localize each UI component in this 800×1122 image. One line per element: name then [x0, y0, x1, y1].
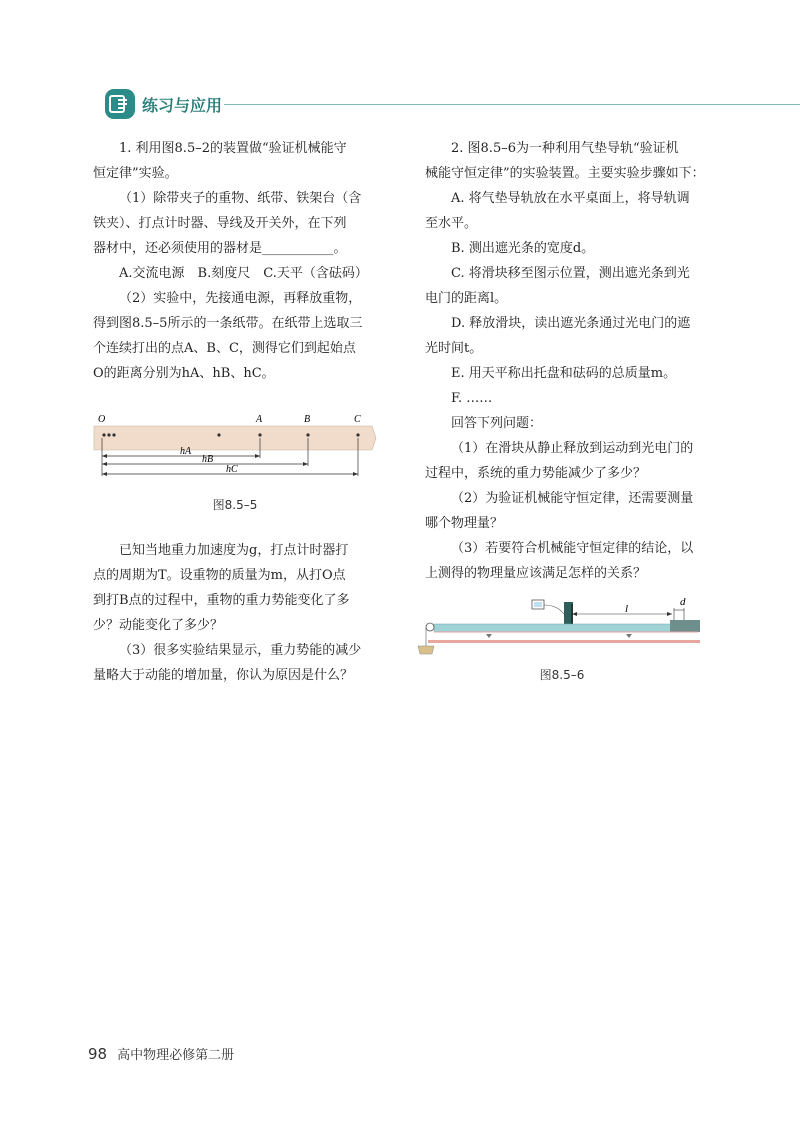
step-f: F. ……	[451, 391, 493, 406]
step-c-line: 电门的距离l。	[425, 291, 508, 306]
q2-2-line: 哪个物理量？	[425, 516, 504, 531]
section-title: 练习与应用	[142, 96, 223, 115]
label-c: C	[354, 414, 361, 425]
q1-2-line: 个连续打出的点A、B、C，测得它们到起始点	[93, 341, 356, 356]
label-hc: hC	[226, 464, 238, 475]
q1-line: 1. 利用图8.5–2的装置做“验证机械能守	[119, 141, 347, 156]
label-ha: hA	[180, 446, 192, 457]
q2-line: 械能守恒定律”的实验装置。主要实验步骤如下：	[425, 166, 705, 181]
tape-dot	[112, 433, 115, 436]
q1-cont-line: 点的周期为T。设重物的质量为m，从打O点	[93, 568, 346, 583]
section-divider	[224, 104, 800, 105]
exercise-2	[425, 136, 713, 586]
label-hb: hB	[202, 454, 214, 465]
q1-3-line: 量略大于动能的增加量，你认为原因是什么？	[93, 668, 354, 683]
tape-dot	[107, 433, 110, 436]
tape-dot	[217, 433, 220, 436]
q1-cont-line: 已知当地重力加速度为g，打点计时器打	[119, 543, 349, 558]
step-a-line: A. 将气垫导轨放在水平桌面上，将导轨调	[451, 191, 690, 206]
page-footer	[88, 1044, 234, 1063]
figure-8-5-6	[412, 594, 712, 684]
air-source-block	[670, 620, 700, 632]
tape-dot-c	[356, 433, 359, 436]
exercise-1	[93, 136, 379, 386]
tape-dot-a	[258, 433, 261, 436]
q2-2-line: （2）为验证机械能守恒定律，还需要测量	[451, 491, 694, 506]
page-number: 98	[88, 1045, 108, 1063]
practice-icon	[104, 88, 136, 120]
q1-1-line: （1）除带夹子的重物、纸带、铁架台（含	[119, 191, 362, 206]
q2-1-line: （1）在滑块从静止释放到运动到光电门的	[451, 441, 694, 456]
q1-1-line: 器材中，还必须使用的器材是___________。	[93, 241, 347, 256]
step-b: B. 测出遮光条的宽度d。	[451, 241, 595, 256]
air-track-diagram	[412, 594, 712, 664]
answer-prompt: 回答下列问题：	[451, 416, 543, 431]
label-o: O	[98, 414, 106, 425]
q2-3-line: （3）若要符合机械能守恒定律的结论，以	[451, 541, 694, 556]
q1-2-line: （2）实验中，先接通电源，再释放重物，	[119, 291, 362, 306]
base-rail	[428, 640, 700, 643]
paper-tape-diagram	[90, 408, 380, 494]
figure-caption: 图8.5–5	[212, 498, 258, 512]
figure-8-5-5	[90, 408, 380, 518]
q1-1-line: 铁夹）、打点计时器、导线及开关外，在下列	[93, 216, 347, 231]
tape-dot	[102, 433, 105, 436]
q1-options: A.交流电源 B.刻度尺 C.天平（含砝码）	[119, 266, 368, 281]
q1-cont-line: 到打B点的过程中，重物的重力势能变化了多	[93, 593, 350, 608]
pulley	[426, 623, 434, 631]
exercise-1-continued	[93, 538, 379, 688]
figure-caption: 图8.5–6	[539, 668, 585, 682]
q1-line: 恒定律”实验。	[93, 166, 178, 181]
step-d-line: D. 释放滑块，读出遮光条通过光电门的遮	[451, 316, 691, 331]
weight-tray	[418, 646, 434, 654]
label-l: l	[625, 603, 629, 615]
q1-2-line: 得到图8.5–5所示的一条纸带。在纸带上选取三	[93, 316, 363, 331]
label-a: A	[256, 414, 263, 425]
section-header	[104, 88, 800, 120]
q2-line: 2. 图8.5–6为一种利用气垫导轨“验证机	[451, 141, 679, 156]
step-c-line: C. 将滑块移至图示位置，测出遮光条到光	[451, 266, 690, 281]
q1-3-line: （3）很多实验结果显示，重力势能的减少	[119, 643, 362, 658]
step-d-line: 光时间t。	[425, 341, 483, 356]
label-d: d	[680, 596, 686, 608]
q1-cont-line: 少？动能变化了多少？	[93, 618, 224, 633]
step-e: E. 用天平称出托盘和砝码的总质量m。	[451, 366, 677, 381]
q2-3-line: 上测得的物理量应该满足怎样的关系？	[425, 566, 647, 581]
air-track	[434, 624, 698, 632]
q2-1-line: 过程中，系统的重力势能减少了多少？	[425, 466, 647, 481]
q1-2-line: O的距离分别为hA、hB、hC。	[93, 366, 275, 381]
step-a-line: 至水平。	[425, 216, 478, 231]
tape-dot-b	[306, 433, 309, 436]
label-b: B	[304, 414, 311, 425]
book-title: 高中物理必修第二册	[117, 1048, 235, 1063]
